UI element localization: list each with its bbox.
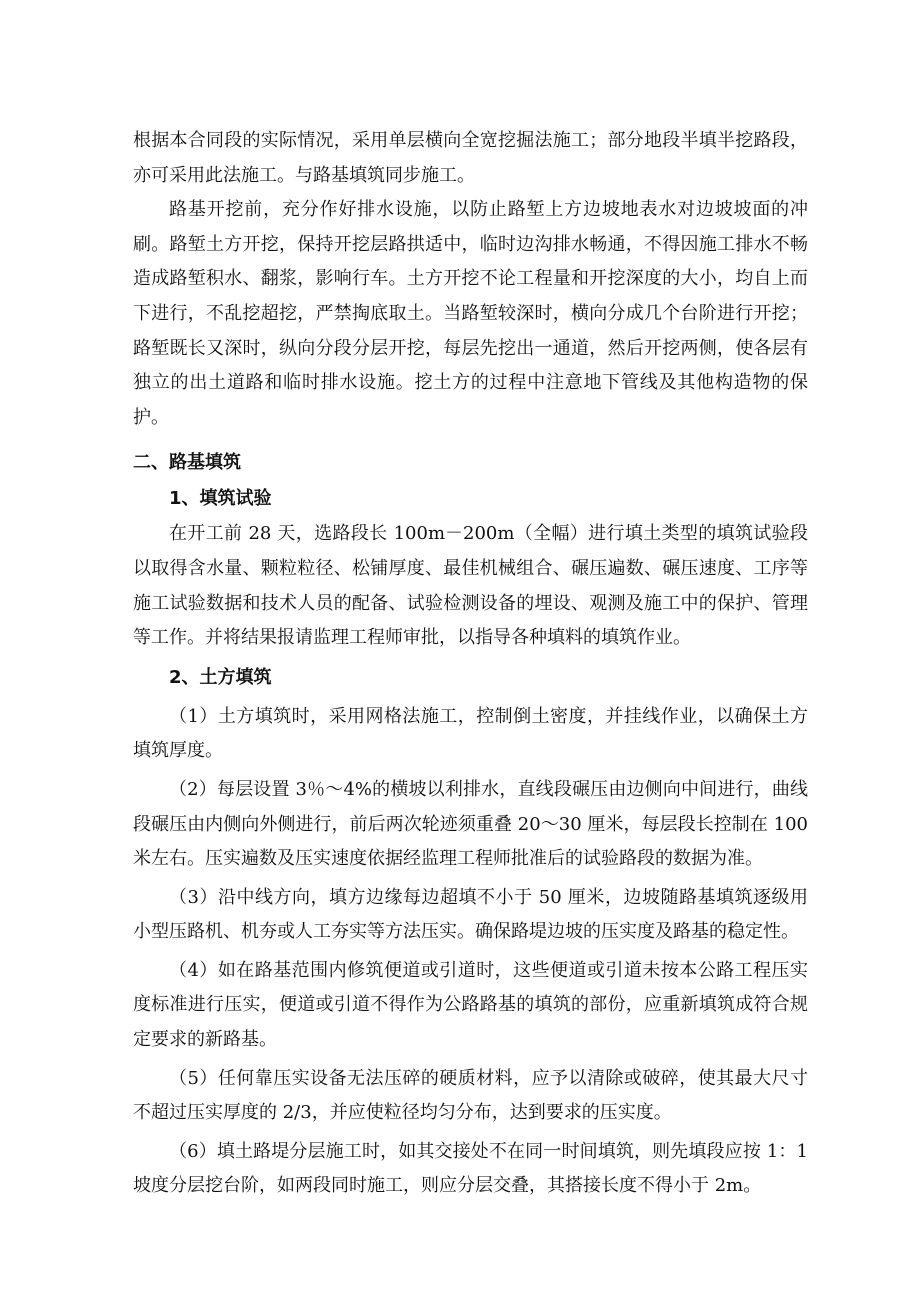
list-item-fill-1: （1）土方填筑时，采用网格法施工，控制倒土密度，并挂线作业，以确保土方填筑厚度。 [133, 705, 808, 762]
document-page [133, 124, 808, 1204]
list-item-fill-2: （2）每层设置 3％～4%的横坡以利排水，直线段碾压由边侧向中间进行，曲线段碾压由内侧向外侧进行，前后两次轮迹须重叠 20～30 厘米，每层段长控制在 100 米左右。压实遍数及压实速度依据经监理工程师批准后的试验路段的数据为准。 [133, 778, 808, 870]
list-item-fill-6: （6）填土路堤分层施工时，如其交接处不在同一时间填筑，则先填段应按 1：1 坡度分层挖台阶，如两段同时施工，则应分层交叠，其搭接长度不得小于 2m。 [133, 1140, 808, 1197]
paragraph-fill-test: 在开工前 28 天，选路段长 100m－200m（全幅）进行填土类型的填筑试验段以取得含水量、颗粒粒径、松铺厚度、最佳机械组合、碾压遍数、碾压速度、工序等施工试验数据和技术人员的配备、试验检测设备的埋设、观测及施工中的保护、管理等工作。并将结果报请监理工程师审批，以指导各种填料的填筑作业。 [133, 523, 808, 649]
paragraph-excavation-method: 根据本合同段的实际情况，采用单层横向全宽挖掘法施工；部分地段半填半挖路段，亦可采用此法施工。与路基填筑同步施工。 [133, 130, 808, 186]
subsection-heading-earth-fill: 2、土方填筑 [169, 666, 272, 688]
subsection-heading-fill-test: 1、填筑试验 [169, 488, 272, 510]
paragraph-excavation-details: 路基开挖前，充分作好排水设施，以防止路堑上方边坡地表水对边坡坡面的冲刷。路堑土方开挖，保持开挖层路拱适中，临时边沟排水畅通，不得因施工排水不畅造成路堑积水、翻浆，影响行车。土方开挖不论工程量和开挖深度的大小，均自上而下进行，不乱挖超挖，严禁掏底取土。当路堑较深时，横向分成几个台阶进行开挖；路堑既长又深时，纵向分段分层开挖，每层先挖出一通道，然后开挖两侧，使各层有独立的出土道路和临时排水设施。挖土方的过程中注意地下管线及其他构造物的保护。 [133, 199, 808, 428]
list-item-fill-4: （4）如在路基范围内修筑便道或引道时，这些便道或引道未按本公路工程压实度标准进行压实，便道或引道不得作为公路路基的填筑的部份，应重新填筑成符合规定要求的新路基。 [133, 959, 808, 1051]
list-item-fill-3: （3）沿中线方向，填方边缘每边超填不小于 50 厘米，边坡随路基填筑逐级用小型压路机、机夯或人工夯实等方法压实。确保路堤边坡的压实度及路基的稳定性。 [133, 886, 808, 943]
section-heading-subgrade-filling: 二、路基填筑 [133, 452, 241, 474]
list-item-fill-5: （5）任何靠压实设备无法压碎的硬质材料，应予以清除或破碎，使其最大尺寸不超过压实厚度的 2/3，并应使粒径均匀分布，达到要求的压实度。 [133, 1067, 808, 1124]
